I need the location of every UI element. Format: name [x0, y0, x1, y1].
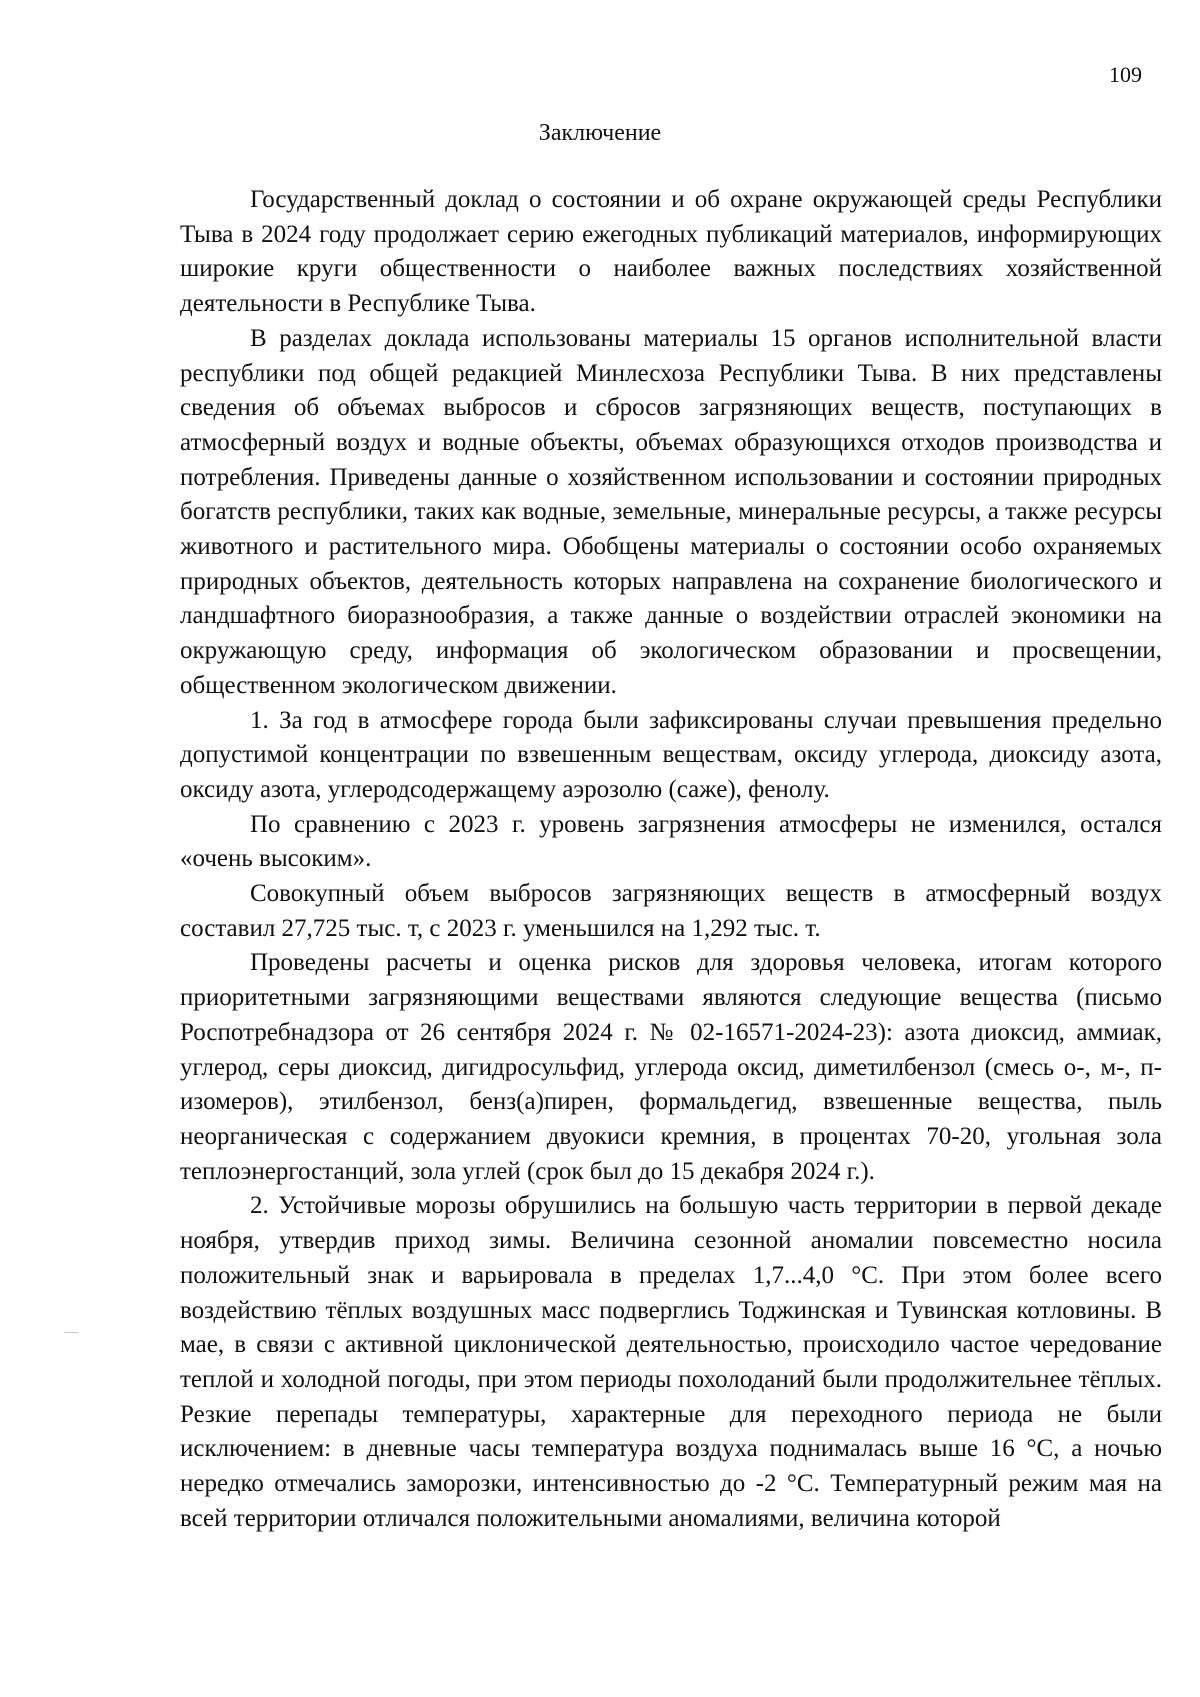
scan-mark — [64, 1332, 78, 1333]
page-title: Заключение — [538, 120, 662, 146]
paragraph-risks: Проведены расчеты и оценка рисков для здоровья человека, итогам которого приоритетными загрязняющими веществами являются следующие вещества (письмо Роспотребнадзора от 26 сентября 2024 г. № 02-16571-2024-23): азота диоксид, аммиак, углерод, серы диоксид, дигидросульфид, углерода оксид, диметилбензол (смесь о-, м-, п- изомеров), этилбензол, бенз(а)пирен, формальдегид, взвешенные вещества, пыль неорганическая с содержанием двуокиси кремния, в процентах 70-20, угольная зола теплоэнергостанций, зола углей (срок был до 15 декабря 2024 г.). — [180, 949, 1162, 1185]
paragraph-item-1: 1. За год в атмосфере города были зафиксированы случаи превышения предельно допустимой концентрации по взвешенным веществам, оксиду углерода, диоксиду азота, оксиду азота, углеродсодержащему аэрозолю (саже), фенолу. — [180, 706, 1162, 803]
page-number: 109 — [1109, 62, 1142, 87]
paragraph-emissions: Совокупный объем выбросов загрязняющих веществ в атмосферный воздух составил 27,725 тыс. т, с 2023 г. уменьшился на 1,292 тыс. т. — [180, 880, 1162, 942]
paragraph-item-2: 2. Устойчивые морозы обрушились на большую часть территории в первой декаде ноября, утвердив приход зимы. Величина сезонной аномалии повсеместно носила положительный знак и варьировала в пределах 1,7...4,0 °С. При этом более всего воздействию тёплых воздушных масс подверглись Тоджинская и Тувинская котловины. В мае, в связи с активной циклонической деятельностью, происходило частое чередование теплой и холодной погоды, при этом периоды похолоданий были продолжительнее тёплых. Резкие перепады температуры, характерные для переходного периода не были исключением: в дневные часы температура воздуха поднималась выше 16 °С, а ночью нередко отмечались заморозки, интенсивностью до -2 °С. Температурный режим мая на всей территории отличался положительными аномалиями, величина которой — [180, 1192, 1162, 1532]
paragraph-intro: Государственный доклад о состоянии и об охране окружающей среды Республики Тыва в 2024 году продолжает серию ежегодных публикаций материалов, информирующих широкие круги общественности о наиболее важных последствиях хозяйственной деятельности в Республике Тыва. — [180, 186, 1162, 318]
paragraph-comparison: По сравнению с 2023 г. уровень загрязнения атмосферы не изменился, остался «очень высоким». — [180, 810, 1162, 873]
paragraph-sources: В разделах доклада использованы материалы 15 органов исполнительной власти республики под общей редакцией Минлесхоза Республики Тыва. В них представлены сведения об объемах выбросов и сбросов загрязняющих веществ, поступающих в атмосферный воздух и водные объекты, объемах образующихся отходов производства и потребления. Приведены данные о хозяйственном использовании и состоянии природных богатств республики, таких как водные, земельные, минеральные ресурсы, а также ресурсы животного и растительного мира. Обобщены материалы о состоянии особо охраняемых природных объектов, деятельность которых направлена на сохранение биологического и ландшафтного биоразнообразия, а также данные о воздействии отраслей экономики на окружающую среду, информация об экологическом образовании и просвещении, общественном экологическом движении. — [180, 324, 1162, 699]
body-text — [180, 183, 1162, 1536]
